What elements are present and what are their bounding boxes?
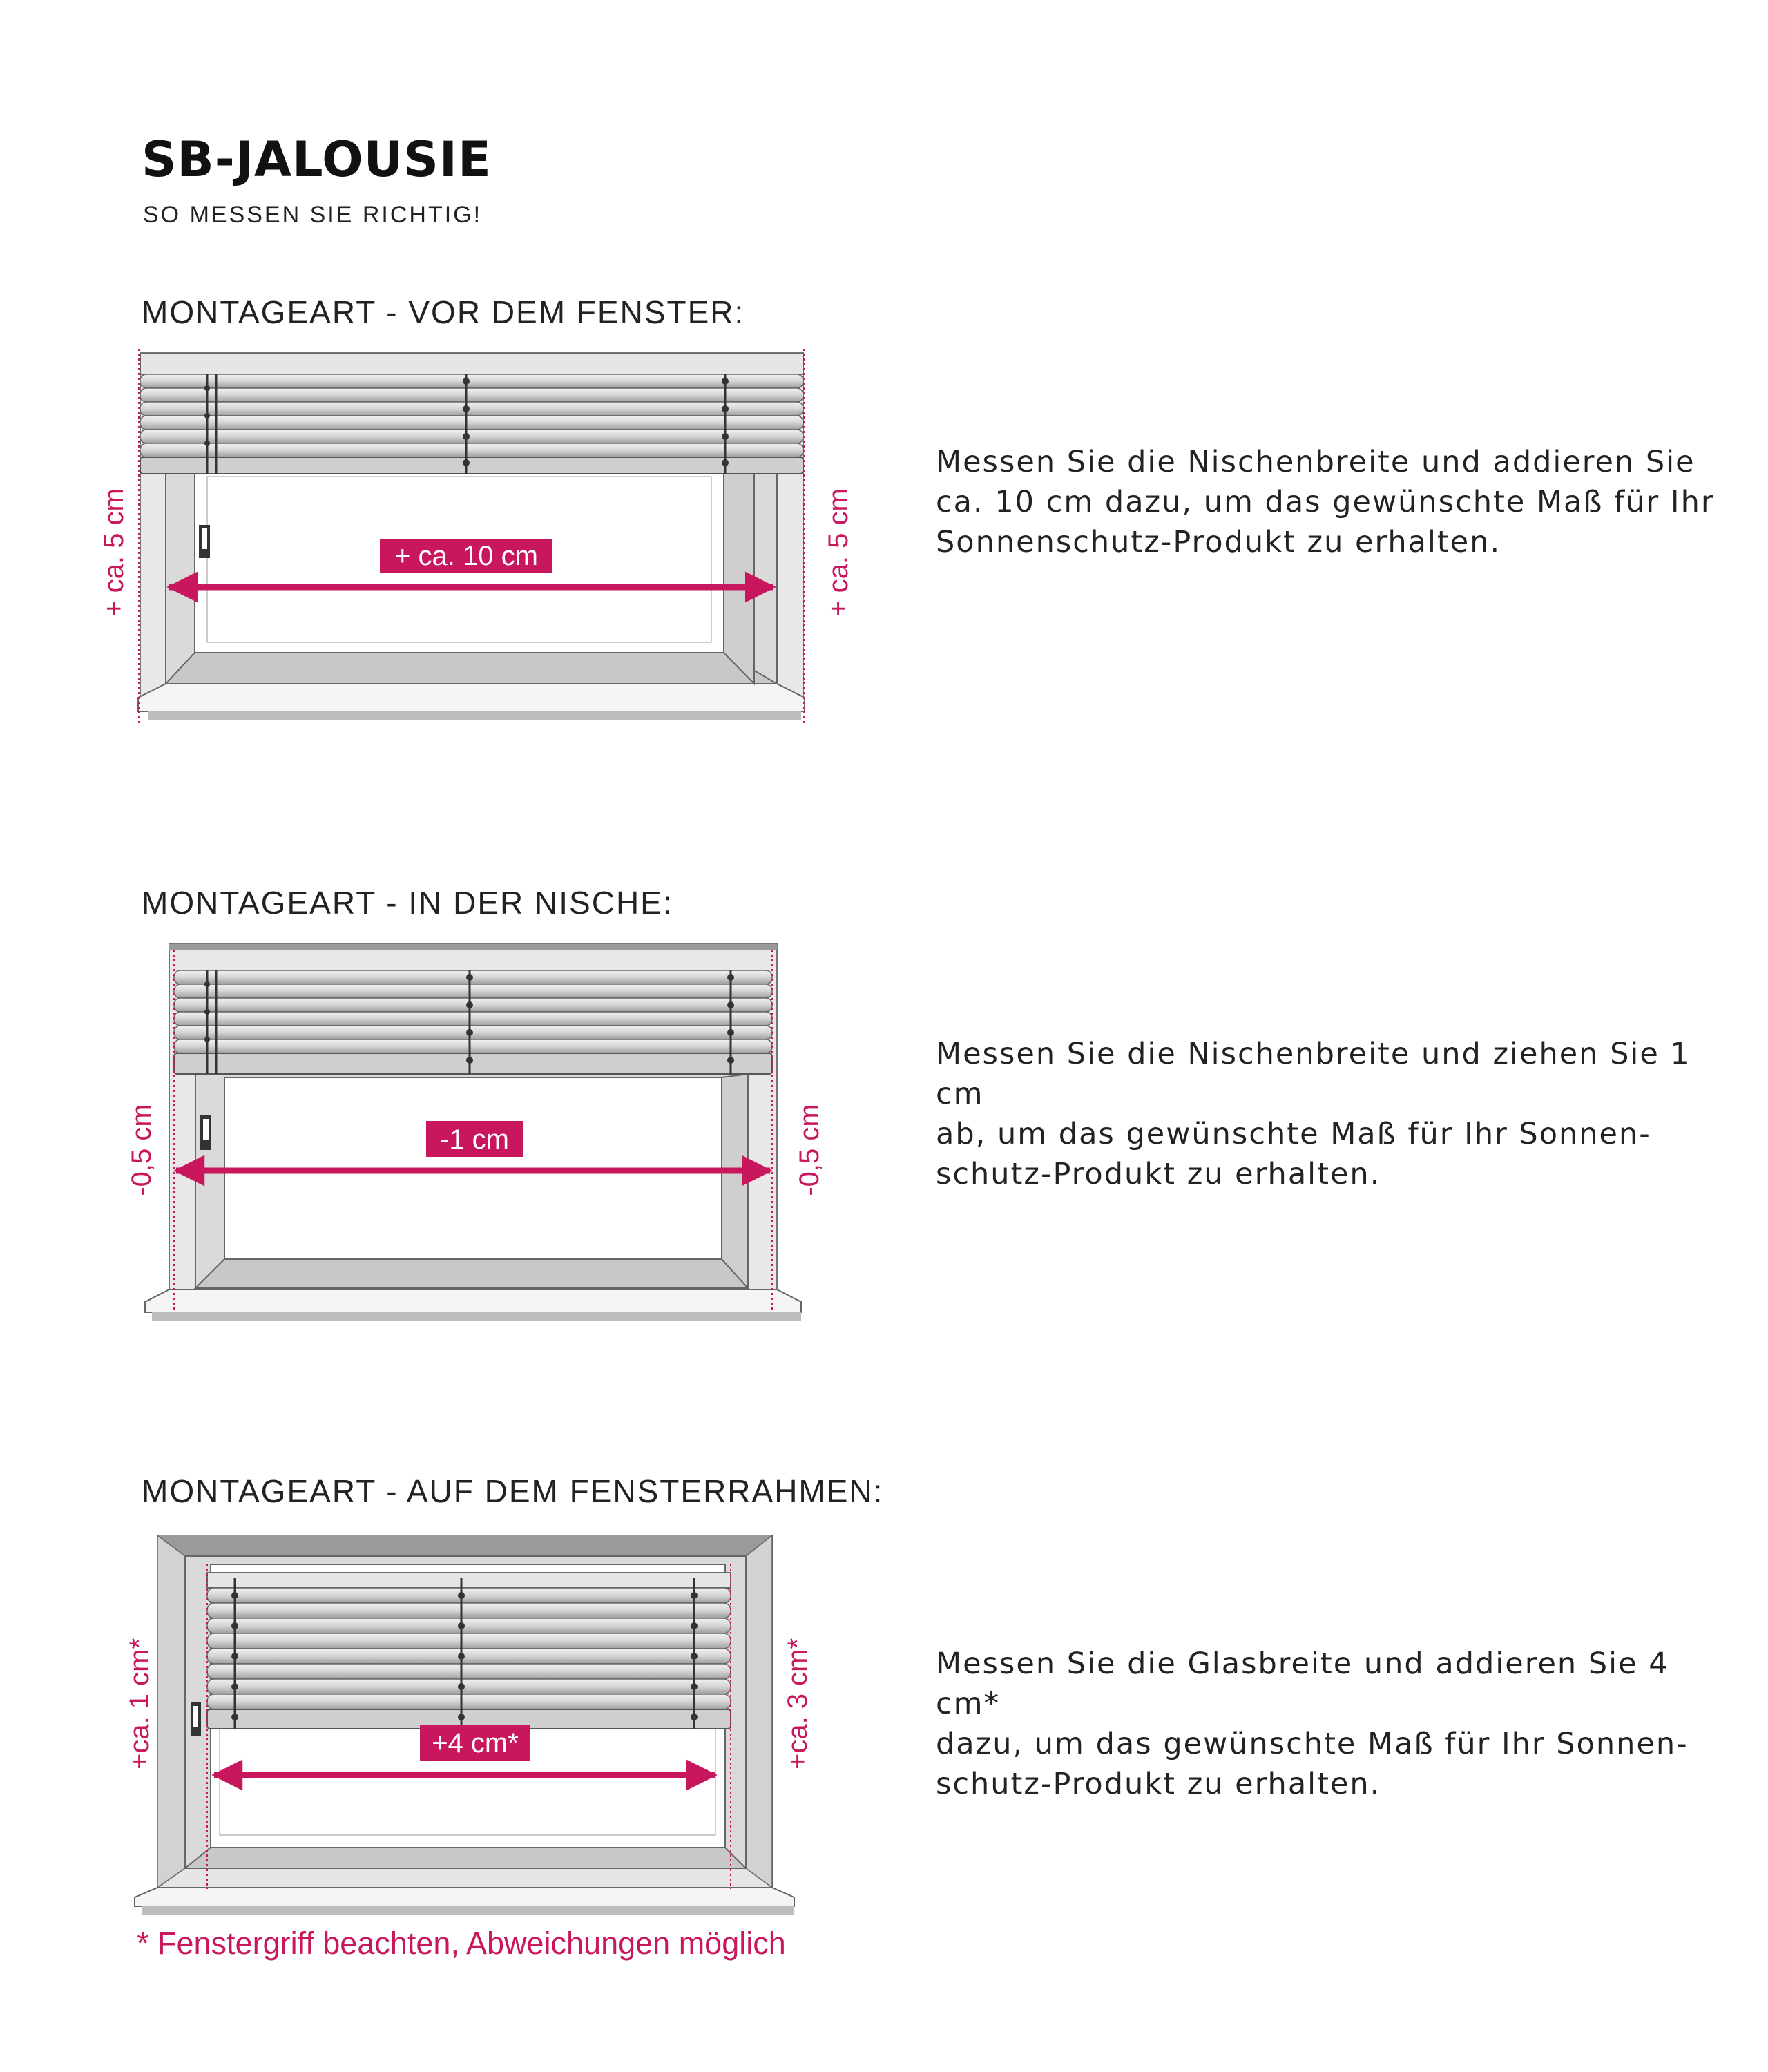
left-label: -0,5 cm (126, 1104, 157, 1196)
blind-headrail (207, 1573, 731, 1588)
width-label: -1 cm (440, 1124, 509, 1155)
blind-slats (174, 970, 772, 1074)
left-label: + ca. 5 cm (99, 488, 129, 617)
section-heading-vor-dem-fenster: MONTAGEART - VOR DEM FENSTER: (142, 294, 745, 330)
page-title: SB-JALOUSIE (142, 131, 492, 188)
window-sill (135, 1888, 794, 1906)
diagram-in-der-nische (0, 929, 898, 1385)
description-auf-dem-fensterrahmen: Messen Sie die Glasbreite und addieren Sie 4 cm* dazu, um das gewünschte Maß für Ihr Sonnen- schutz-Produkt zu erhalten. (936, 1647, 1689, 1801)
description-in-der-nische: Messen Sie die Nischenbreite und ziehen Sie 1 cm ab, um das gewünschte Maß für Ihr Sonnen- schutz-Produkt zu erhalten. (936, 1037, 1691, 1191)
blind-headrail (140, 354, 803, 374)
window-sill (138, 684, 805, 711)
right-label: +ca. 3 cm* (782, 1638, 813, 1770)
blind-slats (140, 374, 803, 474)
description-vor-dem-fenster: Messen Sie die Nischenbreite und addieren Sie ca. 10 cm dazu, um das gewünschte Maß für Ihr Sonnenschutz-Produkt zu erhalten. (936, 445, 1715, 559)
window-sill (145, 1289, 801, 1312)
right-label: -0,5 cm (794, 1104, 825, 1196)
footnote: * Fenstergriff beachten, Abweichungen möglich (137, 1926, 786, 1961)
diagram-auf-dem-fensterrahmen (0, 1523, 898, 1979)
section-heading-auf-dem-fensterrahmen: MONTAGEART - AUF DEM FENSTERRAHMEN: (142, 1473, 884, 1509)
width-label: +4 cm* (432, 1728, 519, 1758)
width-label: + ca. 10 cm (394, 541, 538, 571)
blind-bottom-rail (174, 1053, 772, 1074)
section-heading-in-der-nische: MONTAGEART - IN DER NISCHE: (142, 885, 673, 921)
blind-bottom-rail (140, 457, 803, 474)
diagram-vor-dem-fenster (0, 338, 898, 794)
blind-slats (207, 1588, 731, 1729)
left-label: +ca. 1 cm* (124, 1638, 155, 1770)
page-subtitle: SO MESSEN SIE RICHTIG! (143, 202, 483, 228)
right-label: + ca. 5 cm (823, 488, 854, 617)
